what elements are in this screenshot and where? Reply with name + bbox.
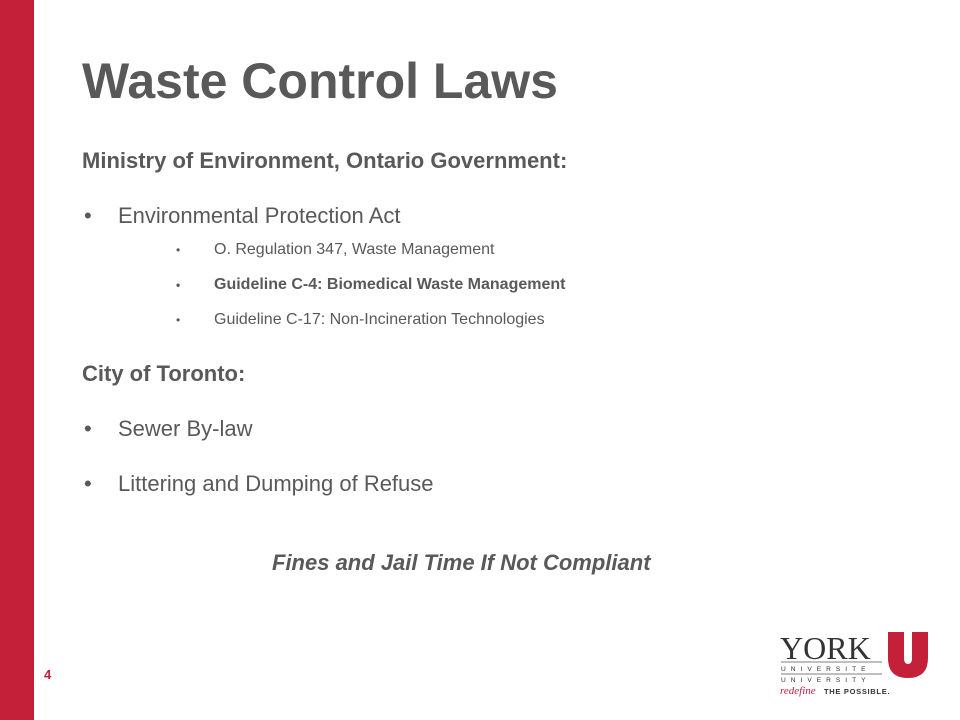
sub-item-guideline-c17 bbox=[176, 311, 545, 329]
u-mark-icon bbox=[888, 632, 928, 678]
left-accent-bar bbox=[0, 0, 34, 720]
logo-tagline-caps: THE POSSIBLE. bbox=[824, 687, 891, 696]
sub-item-label: O. Regulation 347, Waste Management bbox=[214, 241, 495, 258]
logo-line2: UNIVERSITY bbox=[781, 677, 871, 684]
sub-item-label: Guideline C-4: Biomedical Waste Management bbox=[214, 276, 566, 293]
bullet-icon: • bbox=[84, 416, 92, 441]
bullet-icon: • bbox=[176, 243, 181, 257]
sub-item-o-regulation-347 bbox=[176, 241, 494, 259]
bullet-icon: • bbox=[84, 471, 92, 496]
list-item-environmental-protection-act bbox=[84, 203, 400, 229]
logo-tagline-script: redefine bbox=[780, 685, 816, 697]
list-item-label: Littering and Dumping of Refuse bbox=[118, 471, 434, 496]
sub-item-guideline-c4 bbox=[176, 276, 565, 294]
logo-word: YORK bbox=[780, 630, 871, 666]
bullet-icon: • bbox=[176, 278, 181, 292]
logo-line1: UNIVERSITE bbox=[781, 666, 871, 673]
list-item-littering bbox=[84, 471, 434, 497]
city-heading: City of Toronto: bbox=[82, 361, 246, 386]
sub-item-label: Guideline C-17: Non-Incineration Technologies bbox=[214, 311, 545, 328]
list-item-label: Sewer By-law bbox=[118, 416, 253, 441]
slide-title: Waste Control Laws bbox=[82, 53, 558, 109]
york-university-logo bbox=[780, 628, 934, 698]
ministry-heading: Ministry of Environment, Ontario Government: bbox=[82, 148, 568, 173]
list-item-sewer-bylaw bbox=[84, 416, 252, 442]
closing-statement: Fines and Jail Time If Not Compliant bbox=[272, 550, 651, 575]
list-item-label: Environmental Protection Act bbox=[118, 203, 401, 228]
page-number: 4 bbox=[44, 667, 52, 682]
bullet-icon: • bbox=[176, 313, 181, 327]
bullet-icon: • bbox=[84, 203, 92, 228]
